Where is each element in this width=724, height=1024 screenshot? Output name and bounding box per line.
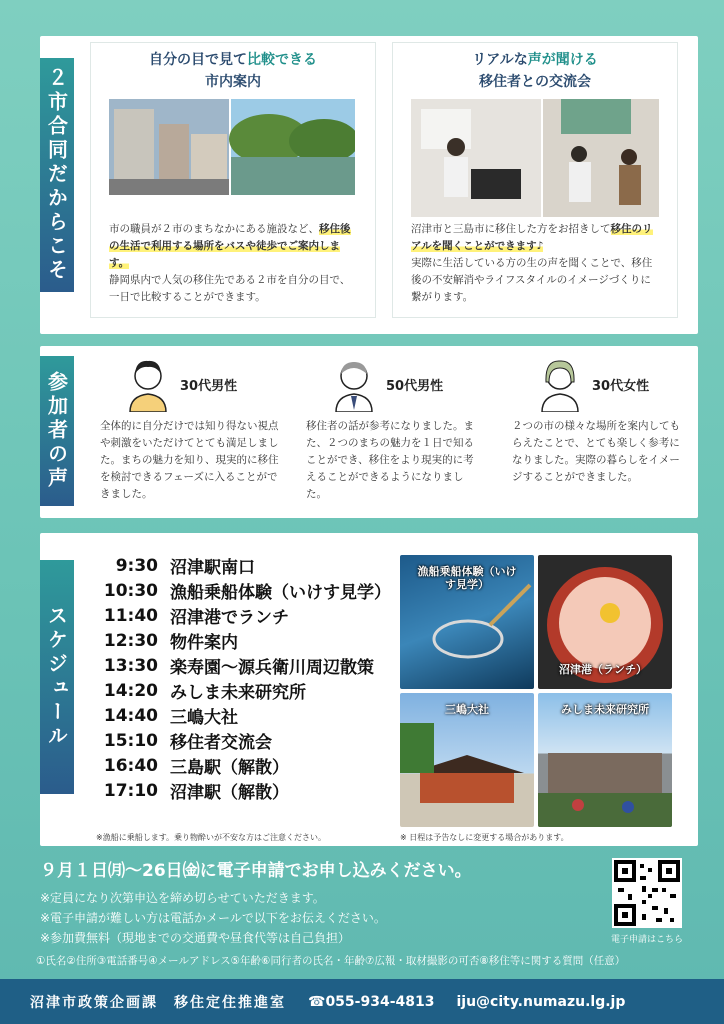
- schedule-row: 16:40 三島駅（解散）: [103, 755, 289, 778]
- section-label-schedule: スケジュール: [40, 560, 74, 794]
- qr-code[interactable]: [612, 858, 682, 928]
- woman-avatar-icon: [538, 356, 582, 412]
- photo-shrine-caption: 三嶋大社: [445, 703, 489, 716]
- apply-note: ※電子申請が難しい方は電話かメールで以下をお伝えください。: [40, 911, 386, 925]
- schedule-row: 12:30 物件案内: [103, 630, 238, 653]
- voice-2-text: 移住者の話が参考になりました。また、２つのまちの魅力を１日で知ることができ、移住をより現実的に考えることができるようになりました。: [306, 420, 474, 500]
- voice-1: [100, 356, 280, 503]
- voice-1-label: 30代男性: [180, 378, 238, 394]
- voice-1-text: 全体的に自分だけでは知り得ない視点や刺激をいただけてとても満足しました。まちの魅力を知り、現実的に移住を検討できるフェーズに入ることができました。: [100, 420, 279, 500]
- apply-note: ※定員になり次第申込を締め切らせていただきます。: [40, 891, 325, 905]
- voice-3-label: 30代女性: [592, 378, 650, 394]
- exchange-title: リアルな声が聞ける 移住者との交流会: [472, 52, 598, 90]
- photo-lab: [538, 693, 672, 827]
- schedule-row: 14:40 三嶋大社: [103, 705, 238, 728]
- older-man-avatar-icon: [332, 356, 376, 412]
- photo-lab-caption: みしま未来研究所: [561, 703, 649, 716]
- footer-email[interactable]: iju@city.numazu.lg.jp: [456, 993, 626, 1010]
- schedule-list: [96, 553, 391, 803]
- city-tour-photo: [109, 99, 355, 195]
- exchange-photo: [411, 99, 659, 217]
- photo-lunch: [538, 555, 672, 689]
- schedule-row: 13:30 楽寿園～源兵衛川周辺散策: [103, 655, 374, 678]
- footer: [0, 979, 724, 1024]
- voice-3: [512, 356, 682, 486]
- apply-notes: [40, 888, 386, 948]
- section-label-voices: 参加者の声: [40, 356, 74, 506]
- apply-fields: ①氏名②住所③電話番号④メールアドレス⑤年齢⑥同行者の氏名・年齢⑦広報・取材撮影の可否⑧移住等に関する質問（任意）: [36, 955, 626, 967]
- footer-dept: 沼津市政策企画課 移住定住推進室: [30, 994, 286, 1011]
- qr-caption: 電子申請はこちら: [610, 935, 683, 945]
- man-avatar-icon: [126, 356, 170, 412]
- city-tour-card: [90, 42, 376, 318]
- photo-shrine: [400, 693, 534, 827]
- exchange-text: 沼津市と三島市に移住した方をお招きして移住のリアルを聞くことができます♪ 実際に生活している方の生の声を聞くことで、移住後の不安解消やライフスタイルのイメージづくりに繋がります。: [411, 223, 653, 303]
- photo-lunch-caption: 沼津港（ランチ）: [559, 663, 647, 676]
- section-label-two-cities: ２市合同だからこそ: [40, 58, 74, 292]
- schedule-row: 17:10 沼津駅（解散）: [103, 780, 289, 803]
- schedule-row: 10:30 漁船乗船体験（いけす見学）: [103, 580, 391, 603]
- voice-3-text: ２つの市の様々な場所を案内してもらえたことで、とても楽しく参考になりました。実際の暮らしをイメージすることができました。: [512, 420, 680, 483]
- apply-note: ※参加費無料（現地までの交通費や昼食代等は自己負担）: [40, 931, 351, 945]
- voice-2-label: 50代男性: [386, 378, 444, 394]
- schedule-row: 9:30 沼津駅南口: [115, 555, 255, 578]
- schedule-row: 11:40 沼津港でランチ: [103, 605, 289, 628]
- note-boat: ※漁船に乗船します。乗り物酔いが不安な方はご注意ください。: [96, 833, 327, 842]
- city-tour-text: 市の職員が２市のまちなかにある施設など、移住後の生活で利用する場所をバスや徒歩でご案内します。 静岡県内で人気の移住先である２市を自分の目で、一日で比較することができます。: [109, 223, 351, 303]
- photo-fishing-boat: [400, 555, 534, 689]
- schedule-row: 14:20 みしま未来研究所: [103, 680, 306, 703]
- apply-headline: ９月１日㈪～26日㈮に電子申請でお申し込みください。: [40, 861, 472, 881]
- photo-fishing-caption: 漁船乗船体験（いけす見学）: [417, 565, 517, 591]
- note-schedule-change: ※ 日程は予告なしに変更する場合があります。: [400, 833, 569, 842]
- voice-2: [306, 356, 484, 503]
- schedule-row: 15:10 移住者交流会: [103, 730, 272, 753]
- footer-phone[interactable]: ☎055-934-4813: [308, 993, 435, 1010]
- exchange-card: [392, 42, 678, 318]
- city-tour-title: 自分の目で見て比較できる 市内案内: [149, 52, 317, 90]
